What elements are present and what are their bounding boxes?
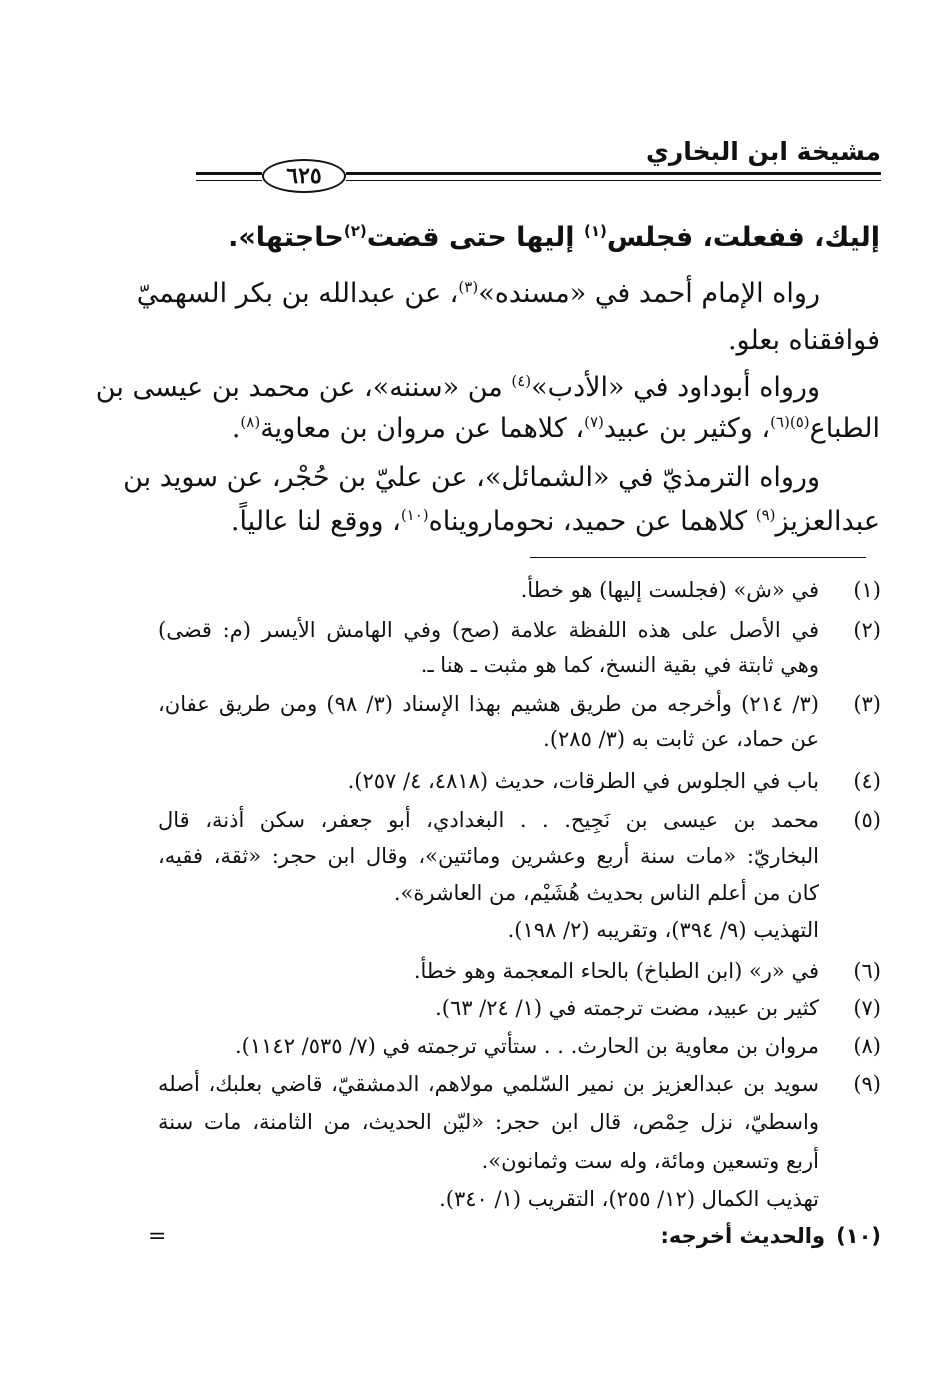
header-rule-right-top — [346, 172, 881, 175]
main-line-7 — [158, 506, 880, 537]
text-span: كلاهما عن حميد، نحومارويناه — [428, 506, 756, 537]
text-span: عبدالعزيز — [775, 506, 880, 537]
text-span: فوافقناه بعلو. — [727, 325, 880, 356]
footnote-number: (١٠) — [836, 1224, 881, 1248]
text-span: ، كلاهما عن مروان بن معاوية — [260, 413, 585, 444]
running-title: مشيخة ابن البخاري — [645, 137, 881, 166]
main-line-5 — [158, 413, 880, 444]
footnote-text: سويد بن عبدالعزيز بن نمير السّلمي مولاهم، الدمشقيّ، قاضي بعلبك، أصله — [158, 1072, 819, 1096]
text-span: ورواه الترمذيّ في «الشمائل»، عن عليّ بن حُجْر، عن سويد بن — [123, 462, 820, 493]
footnote-number: (٣) — [853, 692, 881, 716]
main-line-1 — [158, 222, 880, 253]
footnote-text: في «ر» (ابن الطباخ) بالحاء المعجمة وهو خطأ. — [413, 959, 819, 983]
footnote-text: كثير بن عبيد، مضت ترجمته في (١/ ٢٤/ ٦٣). — [435, 996, 819, 1020]
footnote-ref: (٢) — [343, 222, 367, 240]
continuation-mark: = — [148, 1224, 167, 1249]
main-line-2 — [136, 278, 880, 309]
footnote-text: التهذيب (٩/ ٣٩٤)، وتقريبه (٢/ ١٩٨). — [507, 918, 819, 942]
footnote-text: كان من أعلم الناس بحديث هُشَيْم، من العاشرة». — [393, 881, 819, 905]
footnote-ref: (٥)(٦) — [770, 413, 810, 431]
footnote-number: (٧) — [853, 996, 881, 1020]
text-span: إليك، ففعلت، فجلس — [606, 222, 880, 253]
footnote-ref: (٩) — [755, 506, 776, 524]
footnote-text: في الأصل على هذه اللفظة علامة (صح) وفي الهامش الأيسر (م: قضى) — [158, 618, 819, 642]
footnote-text: تهذيب الكمال (١٢/ ٢٥٥)، التقريب (١/ ٣٤٠). — [439, 1187, 819, 1211]
footnote-text: باب في الجلوس في الطرقات، حديث (٤٨١٨، ٤/ ٢٥٧). — [347, 769, 819, 793]
main-line-4 — [95, 372, 880, 403]
text-span: . — [231, 413, 241, 444]
footnote-text: البخاريّ: «مات سنة أربع وعشرين ومائتين»، وقال ابن حجر: «ثقة، فقيه، — [158, 844, 819, 868]
footnote-ref: (١) — [583, 222, 607, 240]
page-number: ٦٢٥ — [262, 159, 346, 193]
main-line-6 — [123, 462, 880, 493]
footnote-ref: (٧) — [584, 413, 604, 431]
text-span: ، وكثير بن عبيد — [603, 413, 771, 444]
text-span: ، عن عبدالله بن بكر السهميّ — [136, 278, 459, 309]
footnote-text: محمد بن عيسى بن نَجِيح. . . البغدادي، أبو جعفر، سكن أذنة، قال — [158, 808, 819, 832]
header-rule-right-bottom — [346, 180, 881, 181]
footnote-ref: (١٠) — [400, 506, 429, 524]
main-line-3 — [158, 325, 880, 356]
footnote-text: والحديث أخرجه: — [660, 1224, 825, 1248]
footnote-text: في «ش» (فجلست إليها) هو خطأ. — [520, 578, 819, 602]
footnote-text: وهي ثابتة في بقية النسخ، كما هو مثبت ـ هنا ـ. — [420, 653, 819, 677]
footnote-text: واسطيّ، نزل حِمْص، قال ابن حجر: «ليّن الحديث، من الثامنة، مات سنة — [158, 1110, 819, 1134]
footnote-separator — [530, 557, 866, 558]
footnote-text: مروان بن معاوية بن الحارث. . . ستأتي ترجمته في (٧/ ٥٣٥/ ١١٤٢). — [234, 1034, 819, 1058]
text-span: رواه الإمام أحمد في «مسنده» — [478, 278, 820, 309]
header-rule-left-top — [196, 172, 262, 175]
footnote-text: (٣/ ٢١٤) وأخرجه من طريق هشيم بهذا الإسناد (٣/ ٩٨) ومن طريق عفان، — [158, 692, 819, 716]
footnote-ref: (٤) — [511, 372, 532, 390]
text-span: ، ووقع لنا عالياً. — [230, 506, 401, 537]
text-span: حاجتها». — [228, 222, 344, 253]
footnote-number: (٦) — [853, 959, 881, 983]
footnote-number: (٤) — [853, 769, 881, 793]
text-span: من «سننه»، عن محمد بن عيسى بن — [95, 372, 512, 403]
footnote-number: (٨) — [853, 1034, 881, 1058]
footnote-number: (٢) — [853, 618, 881, 642]
footnote-number: (٥) — [853, 808, 881, 832]
footnote-ref: (٨) — [240, 413, 261, 431]
footnote-ref: (٣) — [458, 278, 479, 296]
footnote-text: أربع وتسعين ومائة، وله ست وثمانون». — [481, 1149, 819, 1173]
footnote-number: (١) — [853, 578, 881, 602]
footnote-number: (٩) — [853, 1072, 881, 1096]
text-span: إليها حتى قضت — [366, 222, 584, 253]
text-span: ورواه أبوداود في «الأدب» — [531, 372, 820, 403]
text-span: الطباع — [809, 413, 880, 444]
footnote-text: عن حماد، عن ثابت به (٣/ ٢٨٥). — [543, 727, 819, 751]
header-rule-left-bottom — [196, 180, 262, 181]
